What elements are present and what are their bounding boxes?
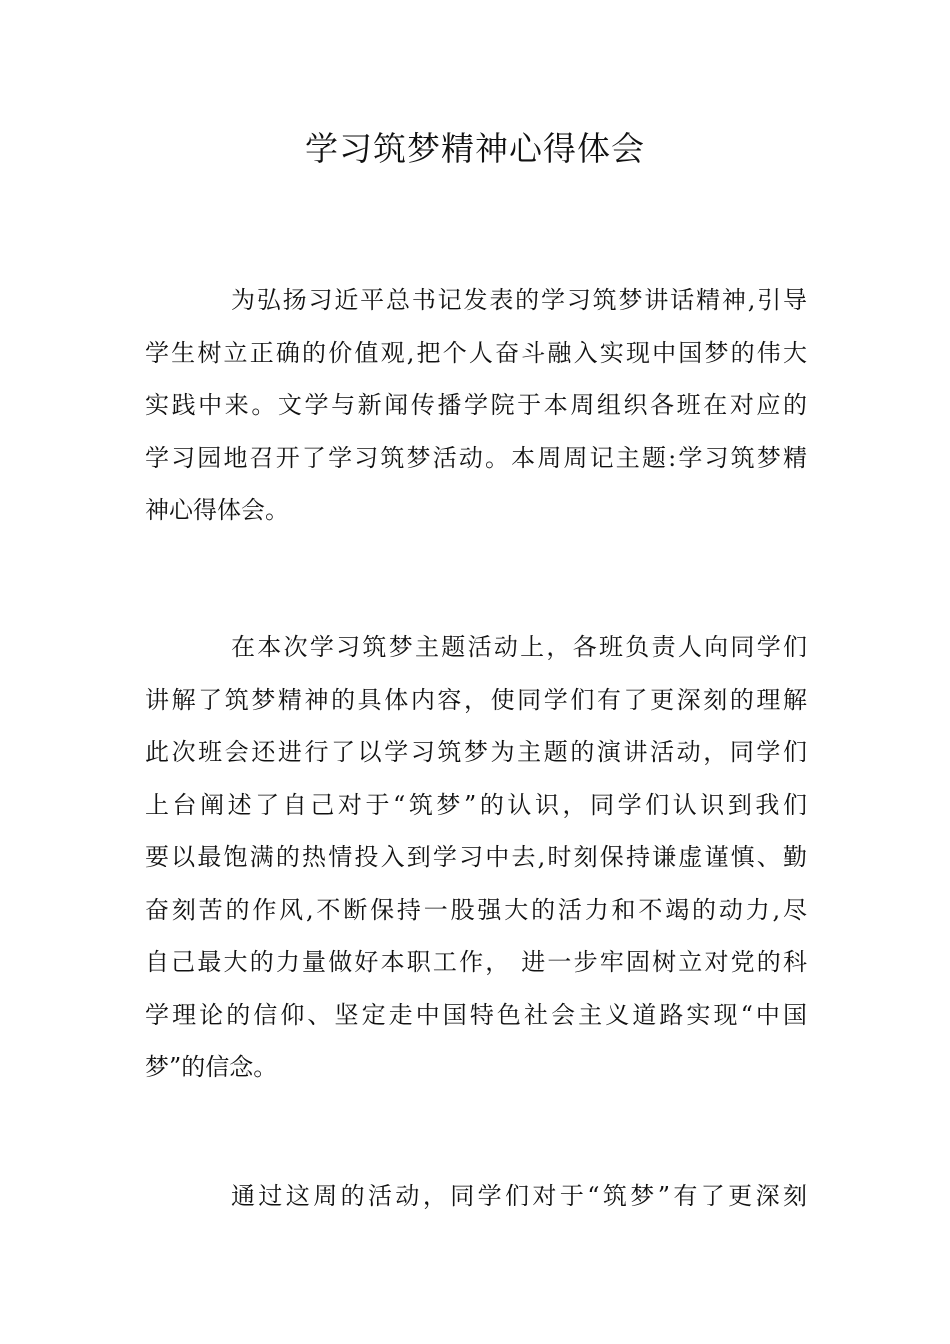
paragraph-line: 在本次学习筑梦主题活动上，各班负责人向同学们 xyxy=(231,633,807,661)
paragraph-line: 通过这周的活动，同学们对于“筑梦”有了更深刻 xyxy=(231,1182,807,1210)
document-title: 学习筑梦精神心得体会 xyxy=(305,129,645,168)
paragraph-line: 奋刻苦的作风,不断保持一股强大的活力和不竭的动力,尽 xyxy=(145,895,807,924)
paragraph-line: 要以最饱满的热情投入到学习中去,时刻保持谦虚谨慎、勤 xyxy=(145,843,807,871)
paragraph-line: 上台阐述了自己对于“筑梦”的认识，同学们认识到我们 xyxy=(145,790,807,819)
paragraph-line: 学生树立正确的价值观,把个人奋斗融入实现中国梦的伟大 xyxy=(145,338,807,367)
paragraph-2 xyxy=(145,621,807,1094)
paragraph-line: 学习园地召开了学习筑梦活动。本周周记主题:学习筑梦精 xyxy=(145,443,807,472)
paragraph-1 xyxy=(145,274,807,537)
paragraph-line: 实践中来。文学与新闻传播学院于本周组织各班在对应的 xyxy=(145,391,807,419)
paragraph-line: 神心得体会。 xyxy=(145,496,289,524)
paragraph-line: 自己最大的力量做好本职工作， 进一步牢固树立对党的科 xyxy=(145,948,807,976)
paragraph-line: 为弘扬习近平总书记发表的学习筑梦讲话精神,引导 xyxy=(231,286,807,314)
paragraph-line: 讲解了筑梦精神的具体内容，使同学们有了更深刻的理解 xyxy=(145,685,807,714)
paragraph-line: 此次班会还进行了以学习筑梦为主题的演讲活动，同学们 xyxy=(145,738,807,766)
paragraph-3 xyxy=(145,1170,807,1223)
paragraph-line: 梦”的信念。 xyxy=(145,1053,278,1081)
paragraph-line: 学理论的信仰、坚定走中国特色社会主义道路实现“中国 xyxy=(145,1000,807,1029)
